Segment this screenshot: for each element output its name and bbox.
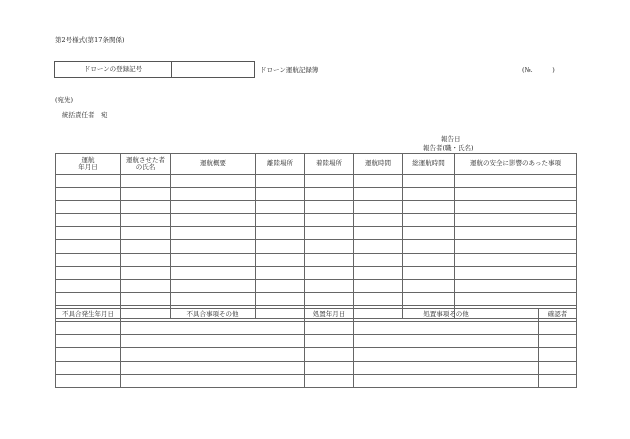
confirmer-cell[interactable] [539, 361, 577, 374]
flight-summary-cell[interactable] [171, 214, 256, 227]
safety-issues-cell[interactable] [455, 227, 577, 240]
defect-details-cell[interactable] [121, 322, 305, 335]
safety-issues-cell[interactable] [455, 279, 577, 292]
total-flight-time-cell[interactable] [403, 279, 455, 292]
report-date-label: 報告日 [441, 135, 461, 143]
defect-table [55, 308, 577, 388]
flight-time-cell[interactable] [354, 240, 403, 253]
flight-summary-cell[interactable] [171, 279, 256, 292]
defect-date-cell[interactable] [56, 322, 121, 335]
defect-date-cell[interactable] [56, 335, 121, 348]
header-action-details: 処置事項その他 [354, 309, 539, 322]
flight-log-row [56, 240, 577, 253]
header-operator-name: 運航させた者 の氏名 [121, 154, 171, 175]
operator-name-cell[interactable] [121, 253, 171, 266]
takeoff-place-cell[interactable] [256, 292, 305, 305]
flight-date-cell[interactable] [56, 292, 121, 305]
total-flight-time-cell[interactable] [403, 227, 455, 240]
header-confirmer: 確認者 [539, 309, 577, 322]
addressee-value: 統括責任者 宛 [62, 111, 108, 119]
header-action-date: 処置年月日 [305, 309, 354, 322]
defect-date-cell[interactable] [56, 361, 121, 374]
header-total-flight-time: 総運航時間 [403, 154, 455, 175]
confirmer-cell[interactable] [539, 374, 577, 387]
landing-place-cell[interactable] [305, 240, 354, 253]
flight-log-row [56, 227, 577, 240]
defect-header-row [56, 309, 577, 322]
defect-details-cell[interactable] [121, 335, 305, 348]
flight-summary-cell[interactable] [171, 253, 256, 266]
flight-time-cell[interactable] [354, 227, 403, 240]
takeoff-place-cell[interactable] [256, 188, 305, 201]
safety-issues-cell[interactable] [455, 266, 577, 279]
takeoff-place-cell[interactable] [256, 214, 305, 227]
flight-summary-cell[interactable] [171, 292, 256, 305]
flight-summary-cell[interactable] [171, 175, 256, 188]
total-flight-time-cell[interactable] [403, 188, 455, 201]
defect-details-cell[interactable] [121, 374, 305, 387]
landing-place-cell[interactable] [305, 266, 354, 279]
defect-row [56, 374, 577, 387]
operator-name-cell[interactable] [121, 214, 171, 227]
takeoff-place-cell[interactable] [256, 201, 305, 214]
defect-row [56, 348, 577, 361]
action-details-cell[interactable] [354, 322, 539, 335]
form-number: 第2号様式(第17条関係) [55, 36, 125, 44]
operator-name-cell[interactable] [121, 266, 171, 279]
log-number: (№. ) [522, 66, 555, 74]
flight-date-cell[interactable] [56, 227, 121, 240]
header-landing-place: 着陸場所 [305, 154, 354, 175]
log-title: ドローン運航記録簿 [260, 66, 319, 74]
header-defect-date: 不具合発生年月日 [56, 309, 121, 322]
flight-date-cell[interactable] [56, 188, 121, 201]
action-details-cell[interactable] [354, 361, 539, 374]
flight-log-row [56, 292, 577, 305]
safety-issues-cell[interactable] [455, 253, 577, 266]
operator-name-cell[interactable] [121, 292, 171, 305]
header-safety-issues: 運航の安全に影響のあった事項 [455, 154, 577, 175]
registration-value[interactable] [172, 62, 254, 77]
addressee-label: (宛先) [55, 96, 74, 104]
total-flight-time-cell[interactable] [403, 266, 455, 279]
operator-name-cell[interactable] [121, 201, 171, 214]
total-flight-time-cell[interactable] [403, 201, 455, 214]
flight-log-row [56, 188, 577, 201]
registration-label: ドローンの登録記号 [55, 62, 172, 77]
takeoff-place-cell[interactable] [256, 240, 305, 253]
reporter-label: 報告者(職・氏名) [423, 144, 474, 152]
flight-log-row [56, 175, 577, 188]
flight-date-cell[interactable] [56, 201, 121, 214]
flight-time-cell[interactable] [354, 175, 403, 188]
takeoff-place-cell[interactable] [256, 253, 305, 266]
total-flight-time-cell[interactable] [403, 214, 455, 227]
flight-time-cell[interactable] [354, 253, 403, 266]
safety-issues-cell[interactable] [455, 188, 577, 201]
safety-issues-cell[interactable] [455, 175, 577, 188]
flight-date-cell[interactable] [56, 266, 121, 279]
flight-log-row [56, 266, 577, 279]
defect-row [56, 361, 577, 374]
total-flight-time-cell[interactable] [403, 253, 455, 266]
flight-log-row [56, 279, 577, 292]
landing-place-cell[interactable] [305, 175, 354, 188]
defect-date-cell[interactable] [56, 374, 121, 387]
header-flight-time: 運航時間 [354, 154, 403, 175]
operator-name-cell[interactable] [121, 279, 171, 292]
action-date-cell[interactable] [305, 322, 354, 335]
action-date-cell[interactable] [305, 361, 354, 374]
action-details-cell[interactable] [354, 335, 539, 348]
flight-summary-cell[interactable] [171, 201, 256, 214]
landing-place-cell[interactable] [305, 279, 354, 292]
takeoff-place-cell[interactable] [256, 266, 305, 279]
flight-time-cell[interactable] [354, 188, 403, 201]
header-flight-summary: 運航概要 [171, 154, 256, 175]
flight-log-row [56, 253, 577, 266]
flight-time-cell[interactable] [354, 214, 403, 227]
flight-log-row [56, 214, 577, 227]
total-flight-time-cell[interactable] [403, 240, 455, 253]
confirmer-cell[interactable] [539, 335, 577, 348]
action-date-cell[interactable] [305, 374, 354, 387]
landing-place-cell[interactable] [305, 253, 354, 266]
flight-date-cell[interactable] [56, 214, 121, 227]
defect-details-cell[interactable] [121, 361, 305, 374]
flight-time-cell[interactable] [354, 201, 403, 214]
flight-log-header-row [56, 154, 577, 175]
safety-issues-cell[interactable] [455, 201, 577, 214]
header-defect-details: 不具合事項その他 [121, 309, 305, 322]
landing-place-cell[interactable] [305, 214, 354, 227]
flight-summary-cell[interactable] [171, 240, 256, 253]
defect-row [56, 322, 577, 335]
operator-name-cell[interactable] [121, 240, 171, 253]
landing-place-cell[interactable] [305, 292, 354, 305]
header-takeoff-place: 離陸場所 [256, 154, 305, 175]
action-details-cell[interactable] [354, 348, 539, 361]
registration-box [54, 61, 255, 78]
landing-place-cell[interactable] [305, 188, 354, 201]
flight-time-cell[interactable] [354, 266, 403, 279]
flight-date-cell[interactable] [56, 240, 121, 253]
safety-issues-cell[interactable] [455, 240, 577, 253]
action-date-cell[interactable] [305, 335, 354, 348]
action-date-cell[interactable] [305, 348, 354, 361]
takeoff-place-cell[interactable] [256, 227, 305, 240]
flight-date-cell[interactable] [56, 279, 121, 292]
takeoff-place-cell[interactable] [256, 279, 305, 292]
defect-date-cell[interactable] [56, 348, 121, 361]
operator-name-cell[interactable] [121, 227, 171, 240]
action-details-cell[interactable] [354, 374, 539, 387]
flight-summary-cell[interactable] [171, 266, 256, 279]
takeoff-place-cell[interactable] [256, 175, 305, 188]
flight-time-cell[interactable] [354, 292, 403, 305]
operator-name-cell[interactable] [121, 188, 171, 201]
total-flight-time-cell[interactable] [403, 292, 455, 305]
defect-details-cell[interactable] [121, 348, 305, 361]
flight-log-table [55, 153, 577, 319]
confirmer-cell[interactable] [539, 322, 577, 335]
confirmer-cell[interactable] [539, 348, 577, 361]
defect-row [56, 335, 577, 348]
total-flight-time-cell[interactable] [403, 175, 455, 188]
operator-name-cell[interactable] [121, 175, 171, 188]
flight-date-cell[interactable] [56, 253, 121, 266]
flight-date-cell[interactable] [56, 175, 121, 188]
safety-issues-cell[interactable] [455, 214, 577, 227]
safety-issues-cell[interactable] [455, 292, 577, 305]
flight-log-row [56, 201, 577, 214]
flight-summary-cell[interactable] [171, 188, 256, 201]
header-flight-date: 運航 年月日 [56, 154, 121, 175]
landing-place-cell[interactable] [305, 227, 354, 240]
landing-place-cell[interactable] [305, 201, 354, 214]
flight-time-cell[interactable] [354, 279, 403, 292]
flight-summary-cell[interactable] [171, 227, 256, 240]
